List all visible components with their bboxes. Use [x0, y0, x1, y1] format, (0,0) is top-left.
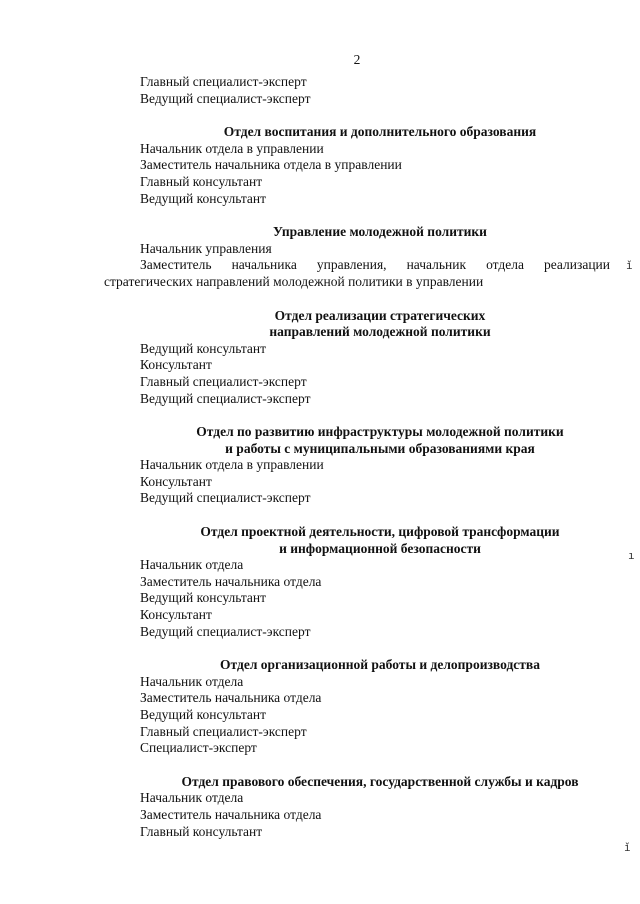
position-line: Начальник отдела — [140, 673, 244, 689]
position-line: Заместитель начальника отдела — [140, 806, 322, 822]
section-block — [140, 524, 610, 640]
position-line: Начальник управления — [140, 240, 272, 256]
position-line: Консультант — [140, 473, 212, 489]
position-line: Ведущий консультант — [140, 707, 267, 722]
position-line: Начальник отдела — [140, 790, 244, 806]
position-line: Главный специалист-эксперт — [140, 723, 307, 739]
position-line: Главный консультант — [140, 823, 263, 839]
position-line: Начальник отдела в управлении — [140, 140, 324, 156]
position-line: Начальник отдела в управлении — [140, 457, 324, 473]
section-block — [140, 424, 610, 507]
position-line: Заместитель начальника отдела — [140, 573, 322, 589]
position-line: Ведущий специалист-эксперт — [140, 390, 311, 406]
position-line: Консультант — [140, 357, 212, 373]
document-body — [104, 74, 610, 857]
position-line: Ведущий консультант — [140, 590, 267, 606]
scan-artifact-mark: ı — [628, 549, 635, 562]
position-line: Главный специалист-эксперт — [140, 74, 307, 89]
section-heading: Отдел реализации стратегических — [274, 307, 486, 323]
position-line: Ведущий специалист-эксперт — [140, 490, 311, 506]
page-number: 2 — [353, 52, 361, 67]
section-block — [104, 224, 610, 290]
position-line: Специалист-эксперт — [140, 740, 257, 756]
section-block — [140, 657, 610, 757]
section-heading: направлений молодежной политики — [269, 324, 491, 340]
section-block — [140, 308, 610, 408]
section-heading: Отдел правового обеспечения, государственной службы и кадров — [181, 773, 579, 789]
position-line: Заместитель начальника отдела — [140, 690, 322, 706]
section-block — [140, 124, 610, 207]
position-line: Ведущий специалист-эксперт — [140, 90, 311, 106]
position-line: Главный консультант — [140, 173, 263, 189]
section-block — [140, 74, 610, 107]
section-heading: Отдел по развитию инфраструктуры молодежной политики — [196, 424, 564, 440]
section-heading: Отдел организационной работы и делопроизводства — [220, 657, 540, 673]
section-heading: и работы с муниципальными образованиями края — [225, 440, 535, 456]
position-line: Начальник отдела — [140, 557, 244, 573]
position-line: Заместитель начальника отдела в управлении — [140, 157, 402, 173]
position-line: Ведущий консультант — [140, 190, 267, 206]
section-heading: Отдел проектной деятельности, цифровой трансформации — [200, 524, 560, 540]
scan-artifact-mark: ǐ — [624, 841, 631, 854]
position-line-justified: Заместитель начальника управления, начальник отдела реализации — [140, 257, 610, 273]
position-line: Ведущий консультант — [140, 340, 267, 356]
section-block — [140, 774, 610, 840]
section-heading: Управление молодежной политики — [273, 224, 487, 240]
position-line: Консультант — [140, 607, 212, 623]
position-line: Главный специалист-эксперт — [140, 373, 307, 389]
position-line-continuation: стратегических направлений молодежной политики в управлении — [104, 273, 484, 289]
position-line: Ведущий специалист-эксперт — [140, 623, 311, 639]
section-heading: Отдел воспитания и дополнительного образования — [223, 124, 537, 140]
scan-artifact-mark: ǐ — [626, 259, 633, 272]
section-heading: и информационной безопасности — [279, 540, 481, 556]
